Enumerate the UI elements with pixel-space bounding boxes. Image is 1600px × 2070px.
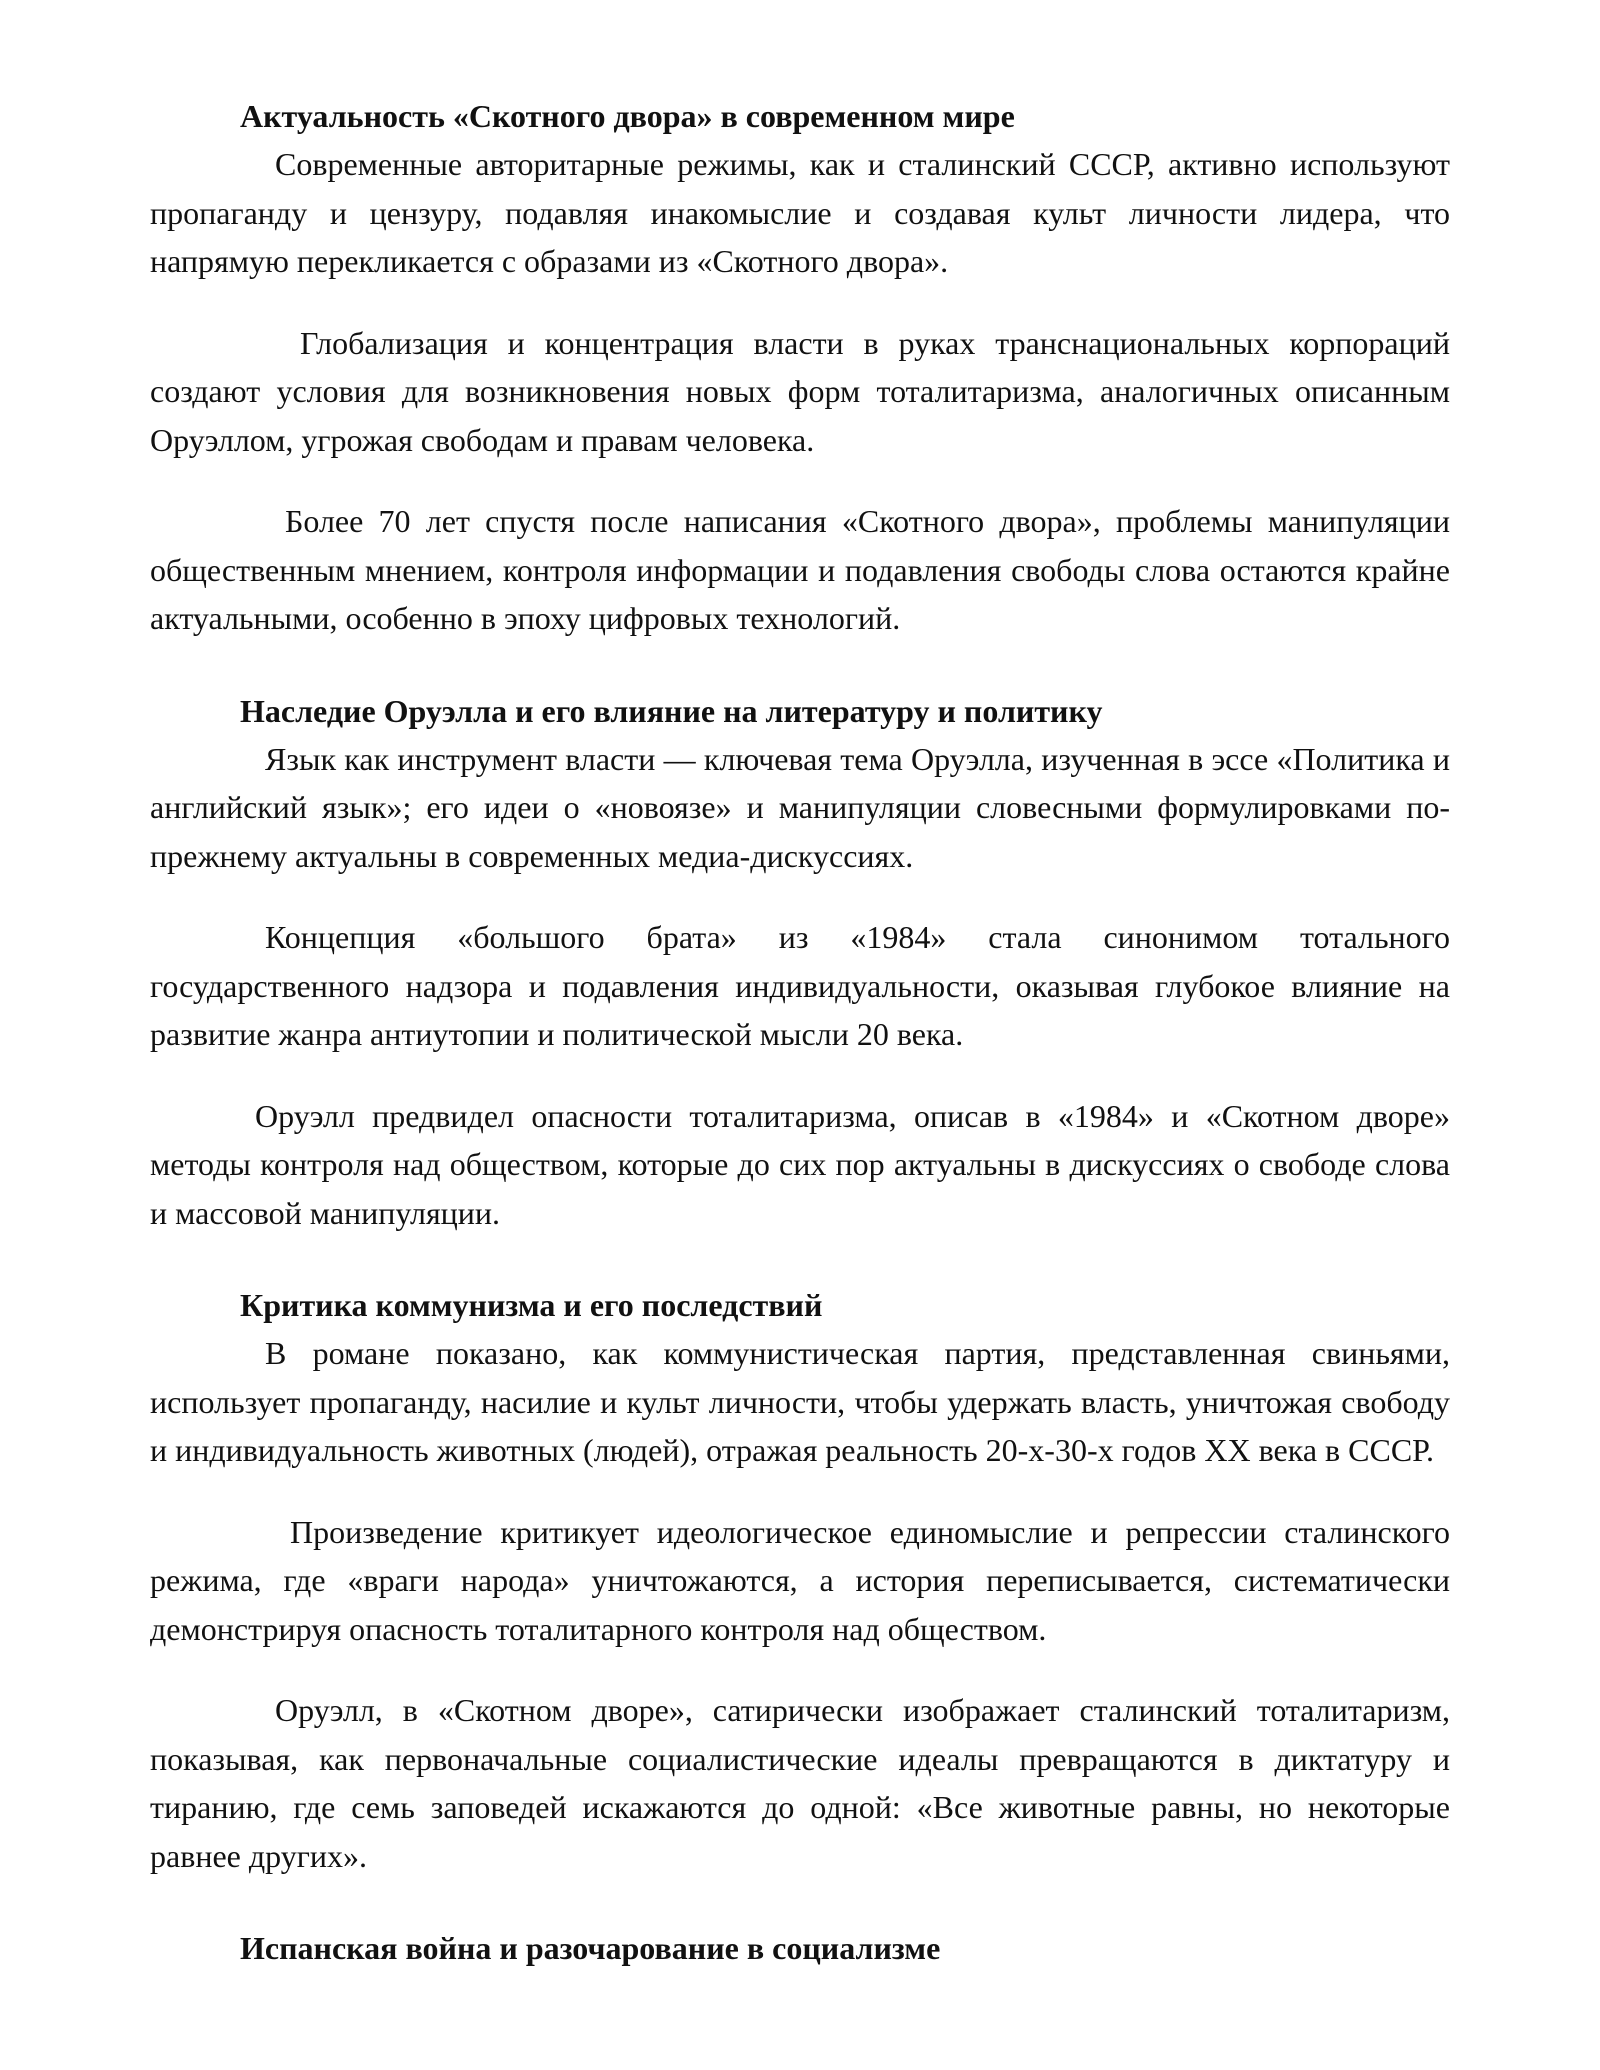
paragraph: Оруэлл предвидел опасности тоталитаризма, описав в «1984» и «Скотном дворе» методы контроля над обществом, которые до сих пор актуальны в дискуссиях о свободе слова и массовой манипуляции. [150,1097,1450,1231]
section-spanish-war [150,1924,1450,1972]
paragraph: Оруэлл, в «Скотном дворе», сатирически изображает сталинский тоталитаризм, показывая, как первоначальные социалистические идеалы превращаются в диктатуру и тиранию, где семь заповедей искажаются до одной: «Все животные равны, но некоторые равнее других». [150,1692,1450,1874]
section-heading: Критика коммунизма и его последствий [240,1287,823,1323]
section-heading: Наследие Оруэлла и его влияние на литературу и политику [240,692,1103,729]
paragraph: Более 70 лет спустя после написания «Скотного двора», проблемы манипуляции общественным мнением, контроля информации и подавления свободы слова остаются крайне актуальными, особенно в эпоху цифровых технологий. [150,503,1450,636]
document-body [150,92,1450,2016]
paragraph: Язык как инструмент власти — ключевая тема Оруэлла, изученная в эссе «Политика и английский язык»; его идеи о «новоязе» и манипуляции словесными формулировками по-прежнему актуальны в современных медиа-дискуссиях. [150,740,1450,874]
section-relevance [150,92,1450,643]
paragraph: Концепция «большого брата» из «1984» стала синонимом тотального государственного надзора и подавления индивидуальности, оказывая глубокое влияние на развитие жанра антиутопии и политической мысли 20 века. [150,919,1450,1052]
paragraph: Современные авторитарные режимы, как и сталинский СССР, активно используют пропаганду и цензуру, подавляя инакомыслие и создавая культ личности лидера, что напрямую перекликается с образами из «Скотного двора». [150,146,1450,279]
section-legacy [150,687,1450,1238]
section-heading: Актуальность «Скотного двора» в современном мире [240,98,1015,134]
section-critique [150,1281,1450,1880]
paragraph: Глобализация и концентрация власти в руках транснациональных корпораций создают условия для возникновения новых форм тоталитаризма, аналогичных описанным Оруэллом, угрожая свободам и правам человека. [150,324,1450,458]
paragraph: Произведение критикует идеологическое единомыслие и репрессии сталинского режима, где «враги народа» уничтожаются, а история переписывается, систематически демонстрируя опасность тоталитарного контроля над обществом. [150,1513,1450,1647]
section-heading: Испанская война и разочарование в социализме [240,1930,941,1966]
paragraph: В романе показано, как коммунистическая партия, представленная свиньями, использует пропаганду, насилие и культ личности, чтобы удержать власть, уничтожая свободу и индивидуальность животных (людей), отражая реальность 20-х-30-х годов XX века в СССР. [150,1335,1450,1468]
